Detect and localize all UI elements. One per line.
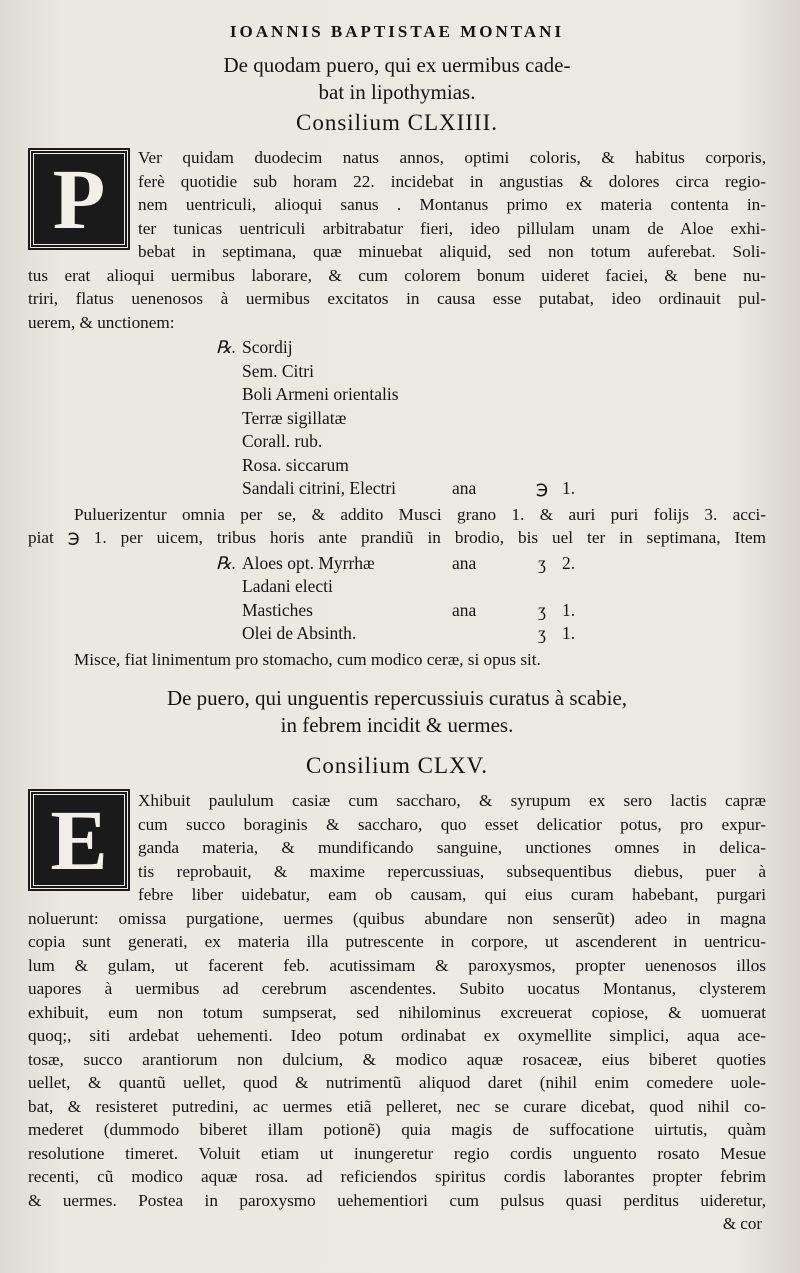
heading-line: De puero, qui unguentis repercussiuis curatus à scabie, bbox=[166, 686, 628, 710]
running-head: IOANNIS BAPTISTAE MONTANI bbox=[229, 22, 565, 41]
recipe-row bbox=[216, 407, 766, 431]
text-line: lum & gulam, ut facerent feb. acutissimam & paroxysmos, propter uenenosos illos bbox=[28, 955, 766, 975]
text-line: Ver quidam duodecim natus annos, optimi coloris, & habitus corporis, bbox=[138, 148, 766, 167]
recipe-row bbox=[216, 599, 766, 623]
ana-word: ana bbox=[452, 599, 477, 620]
ingredient-name: Sem. Citri bbox=[242, 360, 314, 381]
recipe-row bbox=[216, 575, 766, 599]
ingredient-name: Rosa. siccarum bbox=[242, 454, 349, 475]
text-line: febre liber uidebatur, eam ob causam, qui eius curam habebant, purgari bbox=[138, 885, 766, 904]
recipe-row bbox=[216, 477, 766, 501]
ingredient-name: Ladani electi bbox=[242, 576, 333, 596]
section-heading-2 bbox=[28, 685, 766, 739]
recipe-list-1 bbox=[28, 336, 766, 501]
ingredient-name: Corall. rub. bbox=[242, 431, 323, 451]
recipe-list-2 bbox=[28, 552, 766, 646]
unit-symbol: ℈ bbox=[535, 478, 549, 498]
text-line: quoq;, siti ardebat uehementi. Ideo potum ordinabat ex oxymellite simplici, aqua ace- bbox=[28, 1026, 766, 1045]
unit-symbol: ʒ bbox=[538, 552, 546, 573]
recipe-symbol: ℞. bbox=[216, 552, 237, 573]
decorated-initial: E bbox=[30, 791, 128, 889]
unit-symbol: ʒ bbox=[538, 623, 546, 643]
ingredient-name: Terræ sigillatæ bbox=[242, 407, 347, 428]
recipe-symbol: ℞. bbox=[216, 337, 237, 357]
text-line: ganda materia, & mundificando sanguine, unctiones omnes in delica- bbox=[138, 838, 766, 857]
text-line: copia sunt generati, ex materia illa putrescente in corpore, ut ascenderent in uentricu- bbox=[28, 932, 766, 951]
closing-line-1 bbox=[28, 648, 766, 672]
section-heading-1 bbox=[28, 52, 766, 106]
text-line: Xhibuit paululum casiæ cum saccharo, & syrupum ex sero lactis capræ bbox=[138, 791, 766, 810]
consilium-title-1: Consilium CLXIIII. bbox=[296, 110, 498, 135]
text-line: uellet, & quantũ uellet, quod & nutrimentũ aliquod daret (nihil enim comedere uole- bbox=[28, 1073, 766, 1092]
ingredient-name: Olei de Absinth. bbox=[242, 623, 357, 643]
recipe-row bbox=[216, 430, 766, 454]
ingredient-name: Aloes opt. Myrrhæ bbox=[242, 552, 375, 573]
text-line: tosæ, succo arantiorum non dulcium, & modico aquæ rosaceæ, eius biberet quoties bbox=[28, 1049, 766, 1069]
text-line: triri, flatus uenenosos à uermibus excitatos in causa esse putabat, ideo ordinauit pul- bbox=[28, 289, 766, 308]
quantity: 1. bbox=[562, 478, 576, 498]
text-line: tis reprobauit, & maxime repercussiuas, subsequentibus diebus, puer à bbox=[138, 861, 766, 881]
quantity: 2. bbox=[562, 552, 576, 573]
ingredient-name: Boli Armeni orientalis bbox=[242, 384, 399, 404]
catchword: & cor bbox=[722, 1214, 762, 1233]
text-line: mederet (dummodo biberet illam potionẽ) quia magis de suffocatione uirtutis, quàm bbox=[28, 1120, 766, 1139]
recipe-row bbox=[216, 360, 766, 384]
text-line: & uermes. Postea in paroxysmo uehementiori cum pulsus quasi perditus uideretur, bbox=[28, 1190, 766, 1210]
consilium-body-1c bbox=[28, 526, 766, 550]
text-line: Misce, fiat linimentum pro stomacho, cum modico ceræ, si opus sit. bbox=[74, 649, 541, 669]
text-line: nem uentriculi, alioqui sanus . Montanus primo ex materia contenta in- bbox=[138, 195, 766, 214]
decorated-initial: P bbox=[30, 150, 128, 248]
ana-word: ana bbox=[452, 478, 477, 498]
quantity: 1. bbox=[562, 599, 576, 620]
consilium-body-2 bbox=[28, 789, 766, 1212]
recipe-row bbox=[216, 454, 766, 478]
consilium-title-2: Consilium CLXV. bbox=[306, 753, 488, 778]
text-line: ter tunicas uentriculi arbitrabatur fieri, ideo pillulam unam de Aloe exhi- bbox=[138, 218, 766, 238]
text-line: uerem, & unctionem: bbox=[28, 312, 175, 332]
quantity: 1. bbox=[562, 623, 576, 643]
text-line: noluerunt: omissa purgatione, uermes (quibus abundare non senserũt) adeo in magna bbox=[28, 908, 766, 928]
text-line: bebat in septimana, quæ minuebat aliquid, sed non totum auferebat. Soli- bbox=[138, 242, 766, 261]
text-line: bat, & resisteret putredini, ac uermes etiã pelleret, nec se curare dicebat, quod nihil co- bbox=[28, 1096, 766, 1116]
unit-symbol: ʒ bbox=[538, 599, 546, 620]
text-line: piat ℈ 1. per uicem, tribus horis ante prandiũ in brodio, bis uel ter in septimana, Item bbox=[28, 528, 766, 547]
text-line: uapores à uermibus ad cerebrum ascendentes. Subito uocatus Montanus, clysterem bbox=[28, 979, 766, 998]
recipe-row bbox=[216, 383, 766, 407]
ana-word: ana bbox=[452, 552, 477, 573]
heading-line: bat in lipothymias. bbox=[318, 80, 476, 104]
consilium-body-1 bbox=[28, 146, 766, 334]
ingredient-name: Sandali citrini, Electri bbox=[242, 478, 397, 498]
text-line: ferè quotidie sub horam 22. incidebat in angustias & dolores circa regio- bbox=[138, 171, 766, 191]
recipe-row bbox=[216, 552, 766, 576]
consilium-body-1b bbox=[28, 503, 766, 527]
text-line: Puluerizentur omnia per se, & addito Musci grano 1. & auri puri folijs 3. acci- bbox=[74, 504, 766, 524]
text-line: recenti, cũ modico aquæ rosa. ad reficiendos spiritus cordis laborantes propter febrim bbox=[28, 1167, 766, 1186]
ingredient-name: Scordij bbox=[242, 337, 293, 357]
recipe-row bbox=[216, 622, 766, 646]
heading-line: De quodam puero, qui ex uermibus cade- bbox=[223, 53, 571, 77]
text-line: cum succo boraginis & saccharo, quo esset delicatior potus, pro expur- bbox=[138, 814, 766, 834]
text-line: tus erat alioqui uermibus laborare, & cum colorem bonum uideret faciei, & bene nu- bbox=[28, 265, 766, 285]
recipe-row bbox=[216, 336, 766, 360]
text-line: exhibuit, eum non totum sumpserat, sed nihilominus excreuerat copiose, & uomuerat bbox=[28, 1002, 766, 1022]
heading-line: in febrem incidit & uermes. bbox=[280, 713, 514, 737]
text-line: resolutione timeret. Voluit etiam ut inungeretur regio cordis unguento rosato Mesue bbox=[28, 1143, 766, 1163]
ingredient-name: Mastiches bbox=[242, 599, 313, 620]
